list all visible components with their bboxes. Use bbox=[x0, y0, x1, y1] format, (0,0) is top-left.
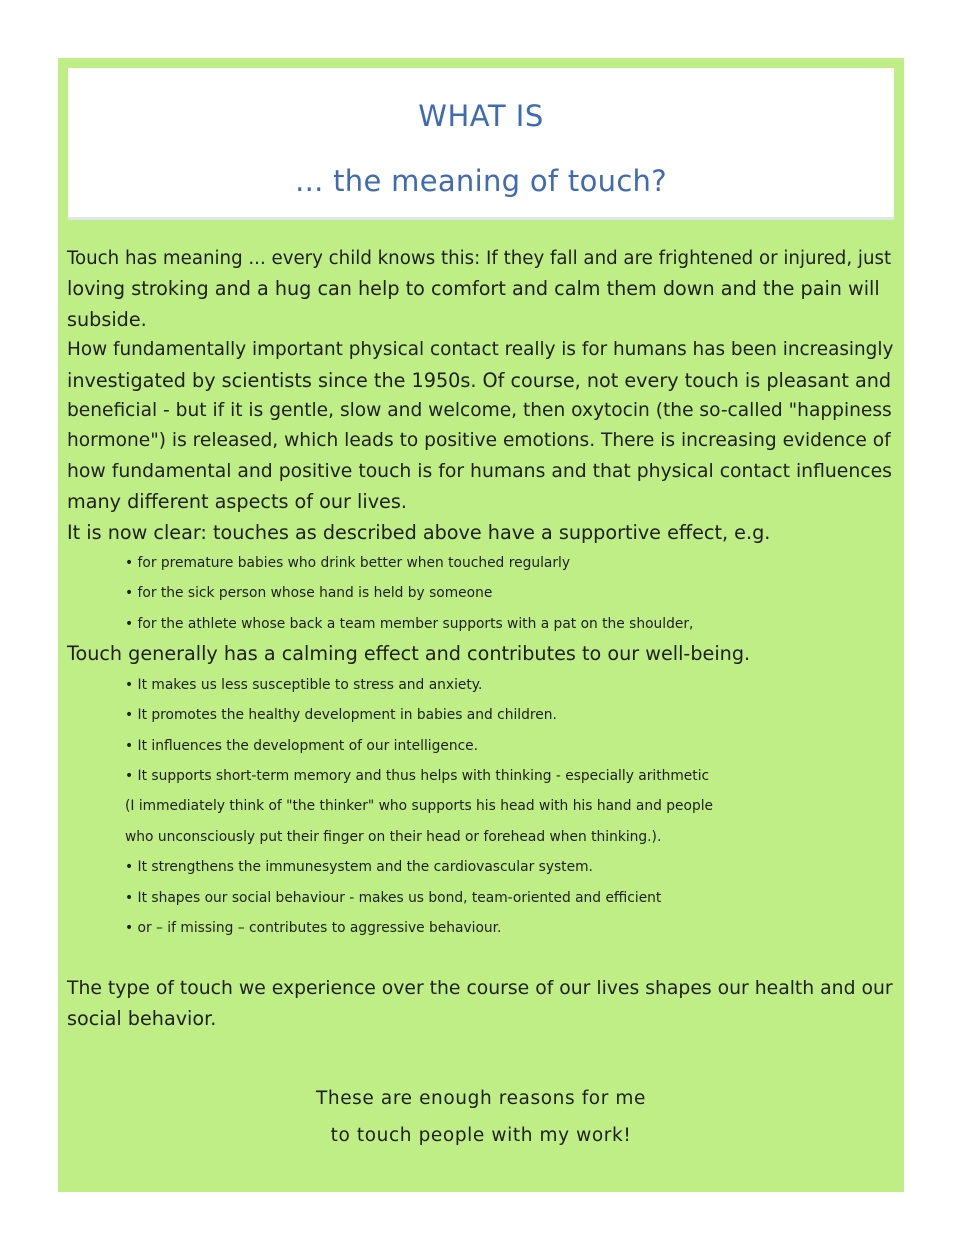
effect-bullet: • It supports short-term memory and thus helps with thinking - especially arithmetic bbox=[125, 767, 710, 784]
title-line-2: ... the meaning of touch? bbox=[295, 164, 667, 198]
body-line: loving stroking and a hug can help to comfort and calm them down and the pain will bbox=[67, 277, 880, 301]
article-body bbox=[67, 244, 897, 1035]
body-line: How fundamentally important physical contact really is for humans has been increasingly bbox=[67, 339, 894, 361]
body-line: Touch has meaning ... every child knows this: If they fall and are frightened or injured, just bbox=[67, 248, 892, 269]
effect-bullet: • It influences the development of our intelligence. bbox=[125, 737, 479, 754]
support-bullet: • for the sick person whose hand is held by someone bbox=[125, 585, 493, 602]
effect-bullet-continuation: (I immediately think of "the thinker" who supports his head with his hand and people bbox=[125, 798, 714, 815]
support-bullet: • for premature babies who drink better when touched regularly bbox=[125, 555, 571, 572]
body-line: many different aspects of our lives. bbox=[67, 490, 407, 514]
title-box bbox=[68, 68, 894, 220]
spacer bbox=[67, 943, 897, 973]
effect-bullet: • It strengthens the immunesystem and the cardiovascular system. bbox=[125, 859, 593, 876]
effect-bullet: • or – if missing – contributes to aggressive behaviour. bbox=[125, 919, 502, 936]
effect-bullet-continuation: who unconsciously put their finger on their head or forehead when thinking.). bbox=[125, 828, 662, 845]
body-line: beneficial - but if it is gentle, slow and welcome, then oxytocin (the so-called "happiness bbox=[67, 400, 892, 422]
body-line: how fundamental and positive touch is for humans and that physical contact influences bbox=[67, 460, 892, 482]
body-line: hormone") is released, which leads to positive emotions. There is increasing evidence of bbox=[67, 430, 891, 452]
conclusion-line: social behavior. bbox=[67, 1007, 217, 1031]
title-line-1: WHAT IS bbox=[418, 99, 544, 133]
body-line: investigated by scientists since the 1950s. Of course, not every touch is pleasant and bbox=[67, 368, 892, 392]
effect-bullet: • It makes us less susceptible to stress and anxiety. bbox=[125, 676, 483, 693]
closing-line-2: to touch people with my work! bbox=[330, 1125, 632, 1146]
body-line: subside. bbox=[67, 307, 147, 331]
support-bullet: • for the athlete whose back a team member supports with a pat on the shoulder, bbox=[125, 615, 694, 632]
calming-line: Touch generally has a calming effect and contributes to our well-being. bbox=[67, 642, 751, 666]
conclusion-line: The type of touch we experience over the course of our lives shapes our health and our bbox=[67, 977, 893, 999]
closing-statement bbox=[58, 1080, 904, 1154]
closing-line-1: These are enough reasons for me bbox=[315, 1088, 647, 1109]
effect-bullet: • It shapes our social behaviour - makes us bond, team-oriented and efficient bbox=[125, 889, 662, 906]
body-line: It is now clear: touches as described above have a supportive effect, e.g. bbox=[67, 520, 771, 544]
effect-bullet: • It promotes the healthy development in babies and children. bbox=[125, 707, 557, 724]
